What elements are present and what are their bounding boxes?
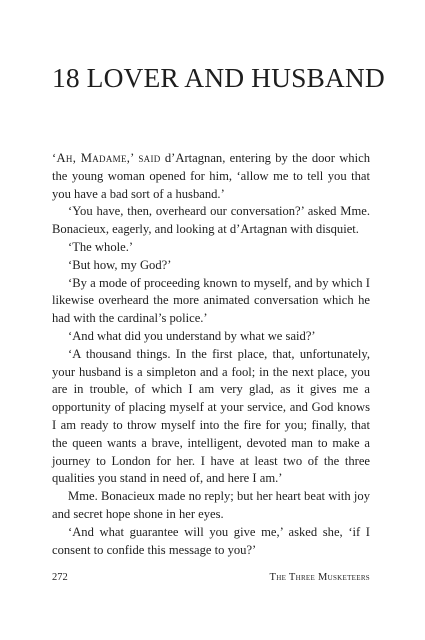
paragraph-9: ‘And what guarantee will you give me,’ asked she, ‘if I consent to confide this message to you?’: [52, 524, 370, 557]
body-text: [52, 150, 370, 559]
paragraph-1: [52, 150, 370, 203]
opening-small-caps: ‘Ah, Madame,’ said: [52, 151, 161, 165]
page-number: 272: [52, 572, 68, 583]
paragraph-8: Mme. Bonacieux made no reply; but her heart beat with joy and secret hope shone in her eyes.: [52, 489, 370, 521]
paragraph-7: ‘A thousand things. In the first place, that, unfortunately, your husband is a simpleton and a fool; in the next place, you are in trouble, of which I am very glad, as it gives me a opportunity of placing myself at your service, and God knows I am ready to throw myself into the fire for you; finally, that the queen wants a brave, intelligent, devoted man to make a journey to London for her. I have at least two of the three qualities you stand in need of, and here I am.’: [52, 346, 370, 486]
paragraph-2: ‘You have, then, overheard our conversation?’ asked Mme. Bonacieux, eagerly, and looking at d’Artagnan with disquiet.: [52, 204, 370, 237]
paragraph-4: ‘But how, my God?’: [68, 257, 172, 272]
paragraph-1-text: d’Artagnan, entering by the door which the young woman opened for him, ‘allow me to tell you that you have a bad sort of a husband.’: [52, 151, 370, 201]
paragraph-5: ‘By a mode of proceeding known to myself, and by which I likewise overheard the more animated conversation which he had with the cardinal’s police.’: [52, 275, 370, 326]
page-footer: [52, 572, 370, 586]
chapter-title: 18 LOVER AND HUSBAND: [52, 62, 385, 93]
paragraph-3: ‘The whole.’: [68, 239, 134, 254]
paragraph-6: ‘And what did you understand by what we said?’: [68, 328, 316, 343]
running-head: The Three Musketeers: [269, 572, 370, 583]
